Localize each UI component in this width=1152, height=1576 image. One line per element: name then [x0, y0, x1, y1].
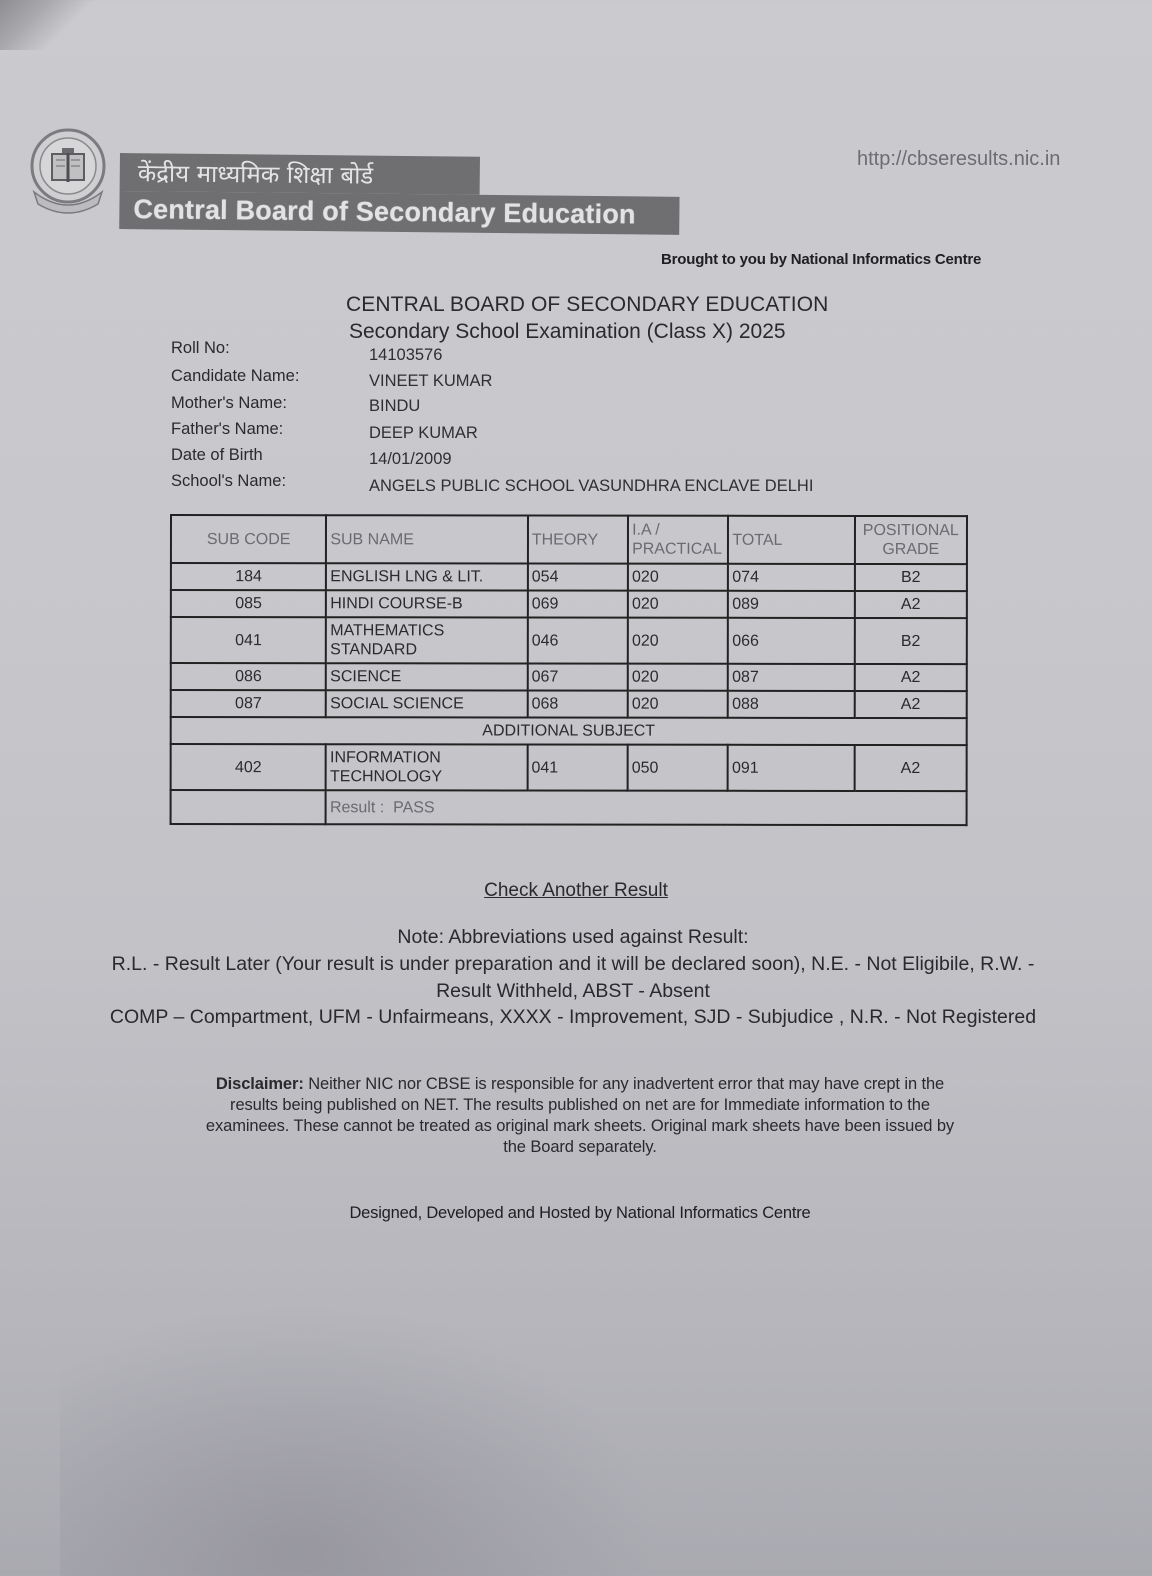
note-line-1: R.L. - Result Later (Your result is under preparation and it will be declared soon), N.E. - Not Eligibile, R.W. -	[111, 953, 1035, 975]
sub-name: SOCIAL SCIENCE	[326, 690, 528, 717]
theory-marks: 069	[528, 590, 628, 617]
disclaimer-line-1	[165, 1074, 995, 1095]
board-title: CENTRAL BOARD OF SECONDARY EDUCATION	[346, 293, 829, 316]
mother-name-value: BINDU	[369, 397, 421, 415]
school-name-value: ANGELS PUBLIC SCHOOL VASUNDHRA ENCLAVE DELHI	[369, 477, 814, 495]
theory-marks: 054	[528, 563, 628, 590]
table-row	[171, 617, 967, 664]
result-label: Result :	[329, 798, 385, 816]
page-corner-shadow	[0, 0, 110, 50]
mother-name-label: Mother's Name:	[171, 394, 287, 412]
sub-code: 184	[171, 563, 326, 590]
header-ia-line1: I.A /	[632, 521, 660, 539]
table-row	[171, 590, 967, 618]
table-row	[171, 744, 967, 791]
sub-code: 402	[171, 744, 326, 790]
roll-no-label: Roll No:	[171, 339, 230, 357]
total-marks: 088	[728, 691, 854, 718]
disclaimer	[165, 1074, 995, 1158]
sub-code: 087	[171, 690, 326, 717]
header-sub-code: SUB CODE	[171, 515, 326, 563]
sub-name: HINDI COURSE-B	[326, 590, 528, 617]
father-name-label: Father's Name:	[171, 420, 284, 438]
school-name-label: School's Name:	[171, 472, 287, 490]
candidate-name-value: VINEET KUMAR	[369, 372, 493, 390]
practical-marks: 020	[628, 664, 728, 691]
header-grade	[855, 516, 967, 564]
page-shadow	[60, 1300, 660, 1576]
exam-title: Secondary School Examination (Class X) 2025	[349, 320, 786, 343]
sub-name-line2: STANDARD	[330, 641, 418, 659]
roll-no-value: 14103576	[369, 346, 443, 364]
site-url: http://cbseresults.nic.in	[857, 148, 1061, 170]
total-marks: 091	[728, 745, 854, 791]
grade: A2	[854, 745, 966, 791]
total-marks: 089	[728, 591, 854, 618]
board-name-english: Central Board of Secondary Education	[119, 191, 679, 235]
header-total: TOTAL	[728, 516, 854, 564]
sub-code: 085	[171, 590, 326, 617]
sub-code: 086	[171, 663, 326, 690]
board-banner	[119, 153, 680, 235]
result-empty-cell	[171, 790, 326, 824]
additional-subject-heading: ADDITIONAL SUBJECT	[171, 717, 967, 745]
header-theory: THEORY	[528, 515, 628, 563]
brought-by-text: Brought to you by National Informatics Centre	[661, 251, 982, 268]
grade: A2	[854, 691, 966, 718]
header-sub-name: SUB NAME	[326, 515, 528, 563]
grade: A2	[855, 591, 967, 618]
theory-marks: 046	[528, 617, 628, 663]
sub-name-line2: TECHNOLOGY	[329, 768, 443, 786]
candidate-name-label: Candidate Name:	[171, 367, 300, 385]
practical-marks: 020	[628, 618, 728, 664]
disclaimer-line-3: examinees. These cannot be treated as original mark sheets. Original mark sheets have been issued by	[205, 1117, 955, 1135]
practical-marks: 020	[628, 591, 728, 618]
theory-marks: 067	[528, 663, 628, 690]
dob-value: 14/01/2009	[369, 450, 452, 468]
grade: B2	[854, 618, 966, 664]
disclaimer-label: Disclaimer:	[215, 1075, 304, 1093]
father-name-value: DEEP KUMAR	[369, 424, 478, 442]
grade: B2	[855, 564, 967, 591]
table-row	[171, 690, 967, 718]
dob-label: Date of Birth	[171, 446, 263, 464]
check-another-container	[0, 880, 1152, 902]
result-value: PASS	[393, 798, 435, 816]
sub-name-line1: MATHEMATICS	[330, 622, 445, 640]
header-grade-line2: GRADE	[882, 540, 940, 559]
cbse-emblem-icon	[28, 126, 108, 214]
abbreviations-note	[48, 924, 1098, 1031]
check-another-result-link[interactable]: Check Another Result	[484, 880, 668, 901]
header-ia-line2: PRACTICAL	[632, 540, 722, 558]
sub-name: ENGLISH LNG & LIT.	[326, 563, 528, 590]
total-marks: 074	[728, 564, 854, 591]
total-marks: 066	[728, 618, 854, 664]
board-name-hindi: केंद्रीय माध्यमिक शिक्षा बोर्ड	[120, 153, 480, 195]
additional-subject-heading-row	[171, 717, 967, 745]
marks-table	[170, 514, 968, 826]
sub-name	[326, 744, 528, 790]
table-row	[171, 663, 967, 691]
result-row	[171, 790, 967, 825]
sub-name-line1: INFORMATION	[330, 749, 441, 767]
disclaimer-line-4: the Board separately.	[503, 1138, 657, 1156]
table-header-row	[171, 515, 967, 564]
header-ia-practical	[628, 516, 728, 564]
sub-name: SCIENCE	[326, 663, 528, 690]
practical-marks: 050	[628, 745, 728, 791]
practical-marks: 020	[628, 564, 728, 591]
header-grade-line1: POSITIONAL	[862, 521, 959, 540]
sub-code: 041	[171, 617, 326, 663]
sub-name	[326, 617, 528, 663]
grade: A2	[854, 664, 966, 691]
practical-marks: 020	[628, 691, 728, 718]
note-title: Note: Abbreviations used against Result:	[397, 926, 749, 948]
table-row	[171, 563, 967, 591]
disclaimer-line-2: results being published on NET. The results published on net are for Immediate information to the	[230, 1096, 930, 1114]
note-line-3: COMP – Compartment, UFM - Unfairmeans, XXXX - Improvement, SJD - Subjudice , N.R. - Not Registered	[109, 1006, 1037, 1028]
theory-marks: 068	[528, 690, 628, 717]
total-marks: 087	[728, 664, 854, 691]
disclaimer-text-1: Neither NIC nor CBSE is responsible for any inadvertent error that may have crept in the	[303, 1075, 945, 1093]
result-cell	[326, 790, 967, 825]
theory-marks: 041	[527, 744, 627, 790]
footer-credit: Designed, Developed and Hosted by National Informatics Centre	[349, 1204, 811, 1222]
note-line-2: Result Withheld, ABST - Absent	[436, 980, 710, 1002]
